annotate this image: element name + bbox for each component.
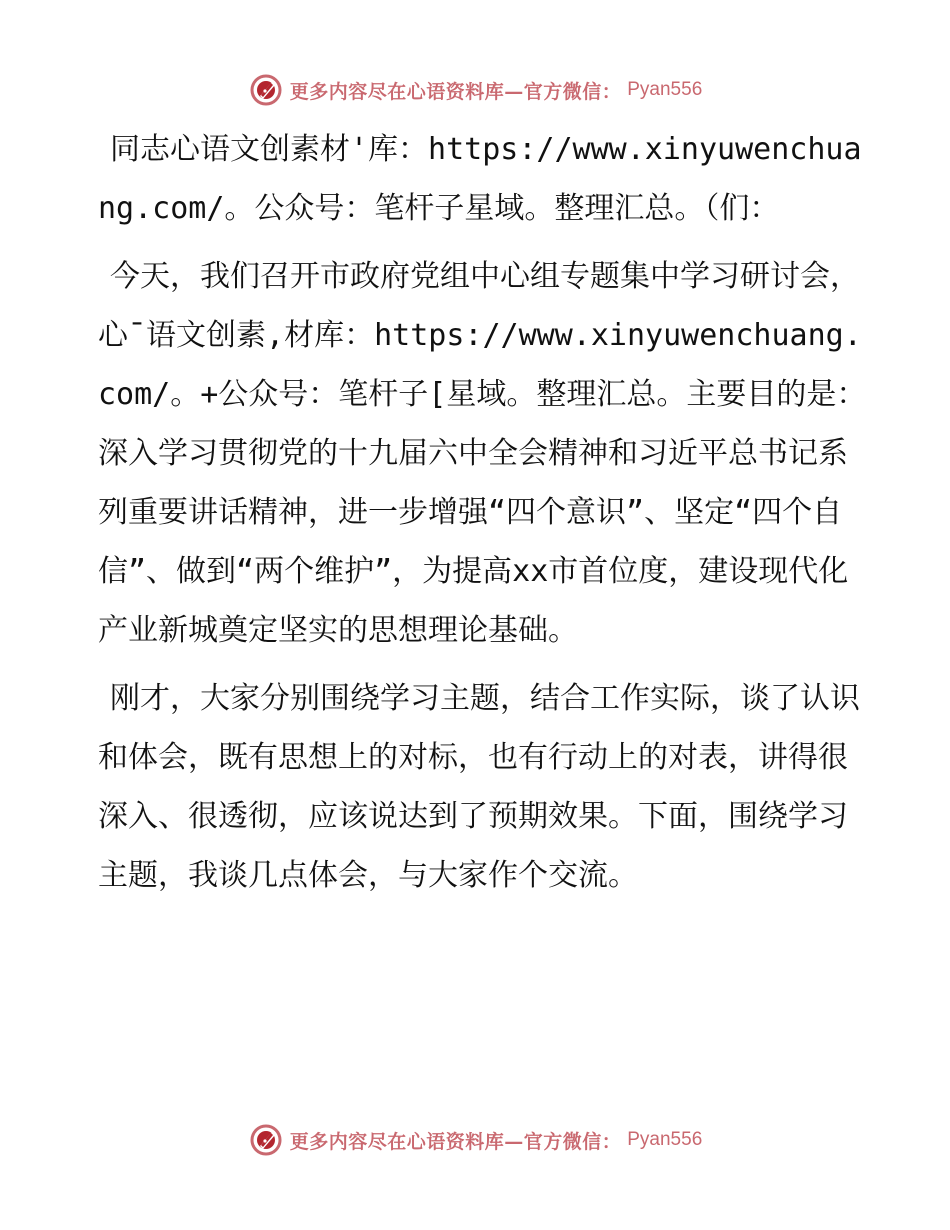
watermark-banner-top bbox=[0, 70, 950, 110]
watermark-banner-bottom bbox=[0, 1120, 950, 1160]
document-body bbox=[98, 120, 868, 914]
paragraph-1: 同志心语文创素材'库：https://www.xinyuwenchuang.com/。公众号：笔杆子星域。整理汇总。（们： bbox=[98, 132, 862, 226]
watermark-text: 更多内容尽在心语资料库—官方微信： bbox=[289, 80, 622, 103]
paragraph-3: 刚才，大家分别围绕学习主题，结合工作实际，谈了认识和体会，既有思想上的对标，也有行动上的对表，讲得很深入、很透彻，应该说达到了预期效果。下面，围绕学习主题，我谈几点体会，与大家作个交流。 bbox=[98, 681, 860, 893]
watermark-id: Pyan556 bbox=[627, 79, 703, 100]
paragraph-2: 今天，我们召开市政府党组中心组专题集中学习研讨会，心¯语文创素,材库：https://www.xinyuwenchuang.com/。+公众号：笔杆子[星域。整理汇总。主要目的是：深入学习贯彻党的十九届六中全会精神和习近平总书记系列重要讲话精神，进一步增强“四个意识”、坚定“四个自信”、做到“两个维护”，为提高xx市首位度，建设现代化产业新城奠定坚实的思想理论基础。 bbox=[98, 259, 867, 648]
pen-nib-logo-icon bbox=[248, 1122, 284, 1158]
watermark-text: 更多内容尽在心语资料库—官方微信： bbox=[289, 1130, 622, 1153]
watermark-id: Pyan556 bbox=[627, 1129, 703, 1150]
pen-nib-logo-icon bbox=[248, 72, 284, 108]
